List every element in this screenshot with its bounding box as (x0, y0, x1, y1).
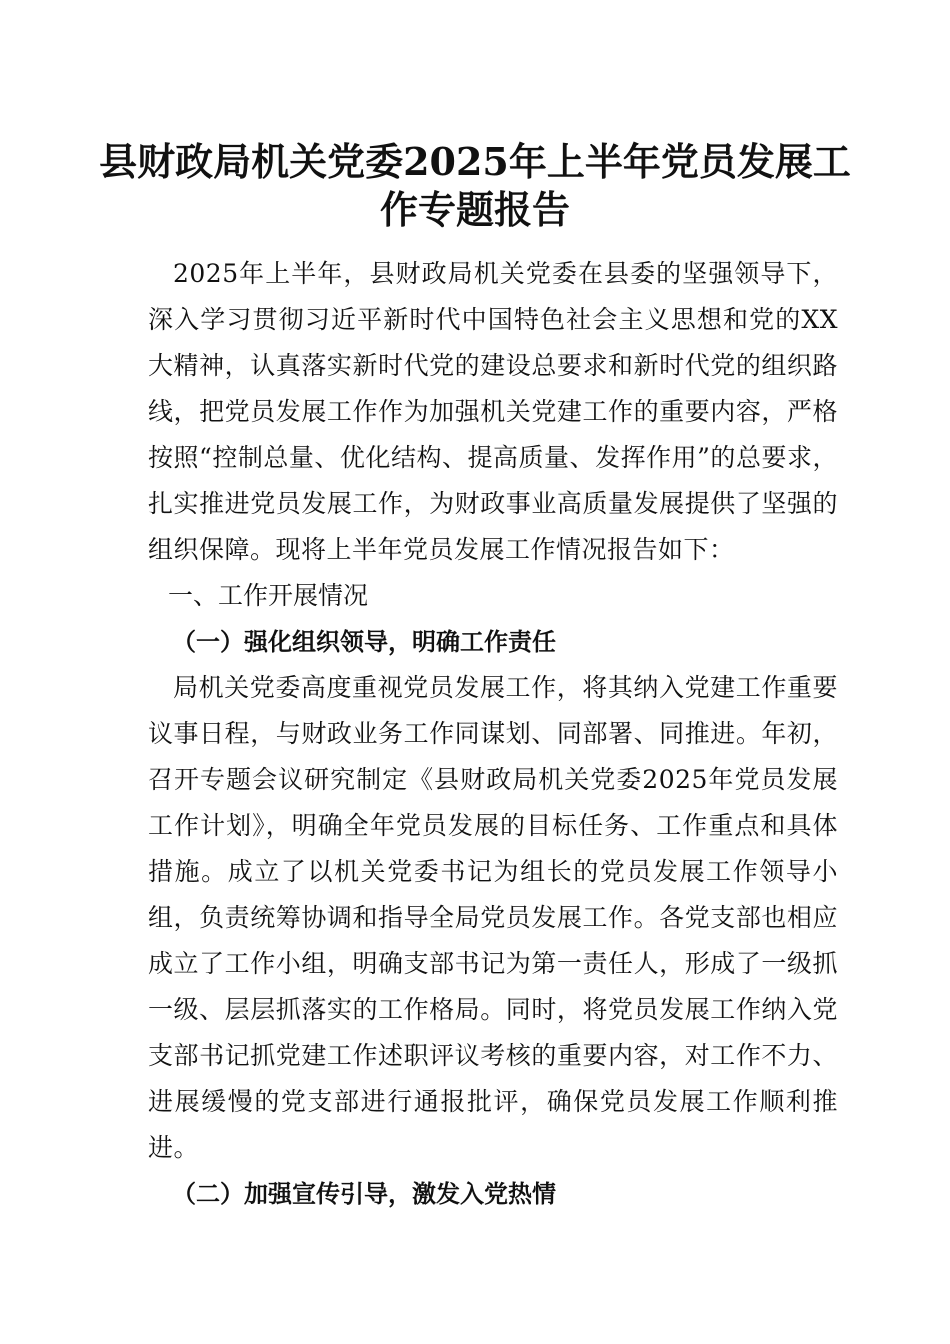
subsection-heading-2: （二）加强宣传引导，激发入党热情 (172, 1179, 556, 1208)
intro-paragraph: 2025年上半年，县财政局机关党委在县委的坚强领导下，深入学习贯彻习近平新时代中国特色社会主义思想和党的XX大精神，认真落实新时代党的建设总要求和新时代党的组织路线，把党员发展工作作为加强机关党建工作的重要内容，严格按照“控制总量、优化结构、提高质量、发挥作用”的总要求，扎实推进党员发展工作，为财政事业高质量发展提供了坚强的组织保障。现将上半年党员发展工作情况报告如下： (148, 259, 838, 564)
title-line-2: 作专题报告 (379, 187, 570, 232)
title-line-1: 县财政局机关党委2025年上半年党员发展工 (99, 139, 851, 184)
document-title (0, 138, 950, 234)
section-heading-1: 一、工作开展情况 (168, 581, 369, 610)
subsection-1-paragraph: 局机关党委高度重视党员发展工作，将其纳入党建工作重要议事日程，与财政业务工作同谋划、同部署、同推进。年初，召开专题会议研究制定《县财政局机关党委2025年党员发展工作计划》，明确全年党员发展的目标任务、工作重点和具体措施。成立了以机关党委书记为组长的党员发展工作领导小组，负责统筹协调和指导全局党员发展工作。各党支部也相应成立了工作小组，明确支部书记为第一责任人，形成了一级抓一级、层层抓落实的工作格局。同时，将党员发展工作纳入党支部书记抓党建工作述职评议考核的重要内容，对工作不力、进展缓慢的党支部进行通报批评，确保党员发展工作顺利推进。 (148, 673, 838, 1162)
document-body (148, 251, 838, 1217)
subsection-heading-1: （一）强化组织领导，明确工作责任 (172, 627, 556, 656)
